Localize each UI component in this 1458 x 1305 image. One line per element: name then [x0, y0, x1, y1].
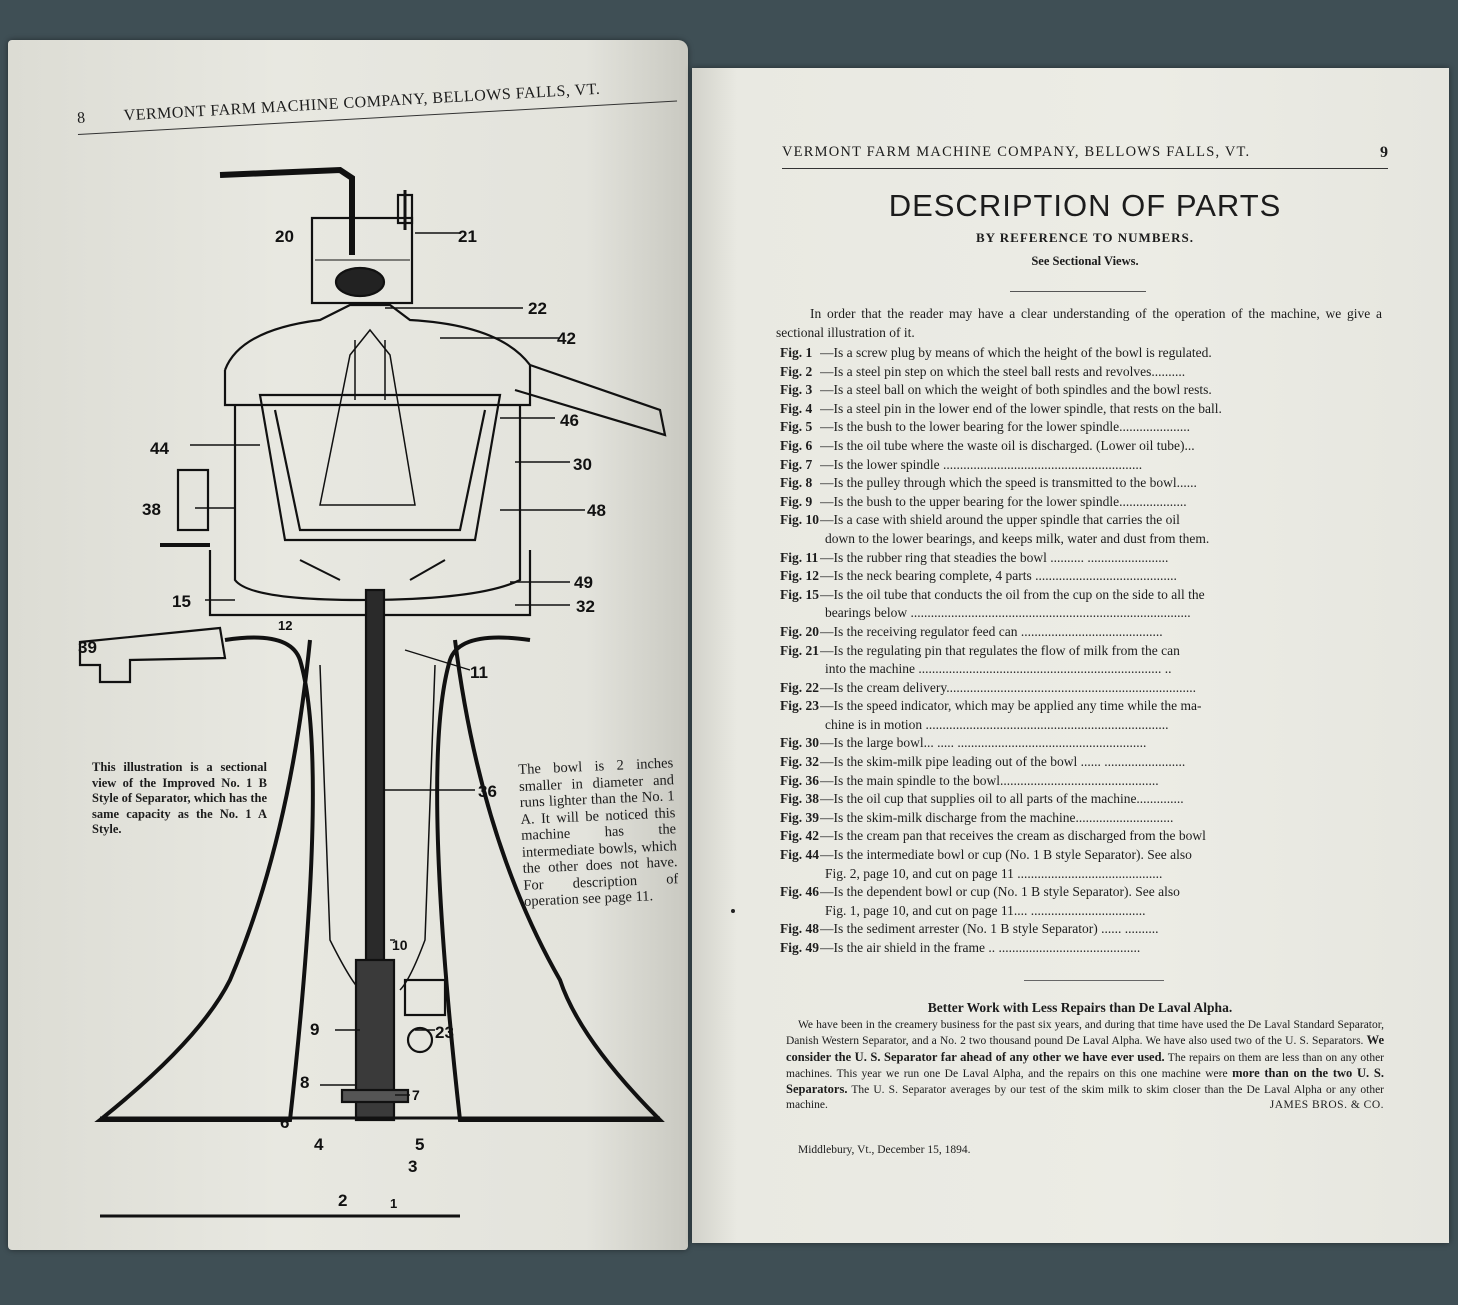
part-description-text: —Is a case with shield around the upper spindle that carries the oil: [820, 512, 1180, 528]
part-label: Fig. 12: [780, 568, 819, 584]
part-description-text: —Is the intermediate bowl or cup (No. 1 B style Separator). See also: [820, 847, 1192, 863]
part-description-continued: Fig. 2, page 10, and cut on page 11 ...........................................: [825, 865, 1163, 881]
part-description: [820, 400, 1340, 419]
diagram-caption-left: This illustration is a sectional view of the Improved No. 1 B Style of Separator, which has the same capacity as the No. 1 A Style.: [92, 760, 267, 836]
part-label: Fig. 21: [780, 642, 819, 658]
testimonial-place-date: Middlebury, Vt., December 15, 1894.: [798, 1144, 971, 1156]
svg-text:4: 4: [314, 1135, 324, 1154]
part-label: Fig. 15: [780, 586, 819, 602]
part-description: [820, 679, 1340, 698]
part-description-text: —Is the pulley through which the speed is transmitted to the bowl......: [820, 475, 1197, 491]
part-entry: [780, 549, 1340, 568]
part-description: [820, 511, 1340, 548]
part-entry: [780, 846, 1340, 883]
svg-text:23: 23: [435, 1023, 454, 1042]
svg-text:6: 6: [280, 1113, 290, 1130]
part-description: [820, 418, 1340, 437]
part-label: Fig. 6: [780, 437, 813, 453]
right-running-head: [782, 144, 1388, 169]
svg-text:48: 48: [587, 501, 606, 520]
svg-text:7: 7: [412, 1087, 420, 1103]
testimonial-text-3: The U. S. Separator averages by our test of the skim milk to skim closer than the De Laval Alpha or any other machine.: [786, 1084, 1385, 1112]
divider-rule: [1024, 980, 1164, 981]
part-description: [820, 920, 1340, 939]
svg-text:39: 39: [78, 638, 97, 657]
testimonial-heading: Better Work with Less Repairs than De Laval Alpha.: [927, 1000, 1233, 1015]
part-description: [820, 809, 1340, 828]
part-description-text: —Is the sediment arrester (No. 1 B style Separator) ...... ..........: [820, 921, 1159, 937]
part-description-text: —Is the oil tube where the waste oil is discharged. (Lower oil tube)...: [820, 437, 1195, 453]
part-entry: [780, 623, 1340, 642]
part-entry: [780, 418, 1340, 437]
part-description: [820, 586, 1340, 623]
testimonial-bold-1: We consider the U. S. Separator far ahead of any other we have ever used.: [786, 1033, 1384, 1064]
part-description: [820, 437, 1340, 456]
svg-text:30: 30: [573, 455, 592, 474]
part-label: Fig. 32: [780, 754, 819, 770]
part-label: Fig. 39: [780, 809, 819, 825]
part-description-text: —Is the receiving regulator feed can ..........................................: [820, 623, 1163, 639]
part-entry: [780, 883, 1340, 920]
svg-text:8: 8: [300, 1073, 310, 1092]
part-label: Fig. 2: [780, 363, 813, 379]
svg-text:38: 38: [142, 500, 161, 519]
part-description: [820, 623, 1340, 642]
part-entry: [780, 753, 1340, 772]
part-entry: [780, 734, 1340, 753]
part-description-text: —Is the speed indicator, which may be applied any time while the ma-: [820, 698, 1202, 714]
part-label: Fig. 46: [780, 884, 819, 900]
diagram-lower-labels: [60, 1120, 460, 1220]
testimonial-text-1: We have been in the creamery business for the past six years, and during that time have used the De Laval Standard Separator, Danish Western Separator, and a No. 2 two thousand pound De Laval Alpha. We have also used two of the U. S. Separators.: [786, 1019, 1384, 1048]
part-description-continued: Fig. 1, page 10, and cut on page 11.... ..................................: [825, 902, 1146, 918]
part-label: Fig. 44: [780, 847, 819, 863]
svg-text:22: 22: [528, 299, 547, 318]
testimonial-bold-2: more than on the two U. S. Separators.: [786, 1065, 1385, 1097]
part-description-text: —Is the large bowl... ..... ........................................................: [820, 735, 1147, 751]
part-description-text: —Is the skim-milk pipe leading out of the bowl ...... ........................: [820, 754, 1186, 770]
part-description-text: —Is the skim-milk discharge from the machine.............................: [820, 809, 1174, 825]
svg-text:3: 3: [408, 1157, 418, 1176]
svg-text:1: 1: [390, 1196, 398, 1211]
part-description-continued: down to the lower bearings, and keeps milk, water and dust from them.: [825, 530, 1210, 546]
part-entry: [780, 511, 1340, 548]
part-entry: [780, 363, 1340, 382]
part-description: [820, 734, 1340, 753]
svg-text:21: 21: [458, 227, 477, 246]
part-label: Fig. 38: [780, 791, 819, 807]
part-description-text: —Is the bush to the lower bearing for the lower spindle.....................: [820, 419, 1191, 435]
part-entry: [780, 920, 1340, 939]
part-entry: [780, 400, 1340, 419]
part-entry: [780, 381, 1340, 400]
part-description: [820, 939, 1340, 958]
svg-text:32: 32: [576, 597, 595, 616]
part-description-text: —Is the oil tube that conducts the oil from the cup on the side to all the: [820, 586, 1205, 602]
part-description: [820, 474, 1340, 493]
part-label: Fig. 4: [780, 400, 813, 416]
parts-list: [780, 344, 1340, 958]
part-description: [820, 456, 1340, 475]
part-label: Fig. 48: [780, 921, 819, 937]
part-label: Fig. 22: [780, 679, 819, 695]
part-description: [820, 827, 1340, 846]
part-label: Fig. 23: [780, 698, 819, 714]
part-entry: [780, 586, 1340, 623]
part-description-text: —Is the dependent bowl or cup (No. 1 B style Separator). See also: [820, 884, 1180, 900]
intro-paragraph: In order that the reader may have a clear understanding of the operation of the machine, we give a sectional illustration of it.: [776, 306, 1382, 340]
testimonial-signer: JAMES BROS. & CO.: [1269, 1099, 1384, 1112]
part-entry: [780, 697, 1340, 734]
svg-text:10: 10: [392, 937, 408, 953]
part-entry: [780, 790, 1340, 809]
part-entry: [780, 437, 1340, 456]
svg-text:15: 15: [172, 592, 191, 611]
svg-text:12: 12: [278, 618, 293, 633]
part-label: Fig. 7: [780, 456, 813, 472]
part-description-text: —Is the air shield in the frame .. ..........................................: [820, 940, 1141, 955]
part-entry: [780, 493, 1340, 512]
part-description-text: —Is a screw plug by means of which the height of the bowl is regulated.: [820, 345, 1212, 360]
testimonial-text-2: The repairs on them are less than on any other machines. This year we run one De Laval Alpha, and the repairs on this one machine were: [786, 1051, 1384, 1080]
part-description-text: —Is the neck bearing complete, 4 parts ..........................................: [820, 568, 1177, 584]
part-description-continued: chine is in motion ........................................................................: [825, 716, 1169, 732]
diagram-caption-right: The bowl is 2 inches smaller in diameter and runs lighter than the No. 1 A. It will be noticed this machine has the intermediate bowls, which the other does not have. For description of operation see page 11.: [518, 755, 679, 910]
page-subtitle: BY REFERENCE TO NUMBERS.: [975, 230, 1195, 245]
see-note: See Sectional Views.: [1031, 254, 1139, 268]
svg-text:44: 44: [150, 439, 169, 458]
page-title: DESCRIPTION OF PARTS: [888, 188, 1282, 223]
part-description-continued: into the machine ........................................................................ ..: [825, 661, 1172, 677]
part-label: Fig. 5: [780, 419, 813, 435]
part-entry: [780, 456, 1340, 475]
part-description: [820, 381, 1340, 400]
part-description-text: —Is the main spindle to the bowl...............................................: [820, 772, 1159, 788]
part-label: Fig. 42: [780, 828, 819, 844]
part-label: Fig. 36: [780, 772, 819, 788]
part-entry: [780, 474, 1340, 493]
right-page-number: 9: [1380, 144, 1388, 161]
part-description-text: —Is the bush to the upper bearing for the lower spindle....................: [820, 493, 1187, 509]
left-page-number: 8: [76, 109, 87, 128]
part-label: Fig. 3: [780, 382, 813, 398]
divider-rule: [1010, 291, 1146, 292]
part-description-continued: bearings below ...................................................................................: [825, 605, 1191, 621]
svg-text:42: 42: [557, 329, 576, 348]
part-description: [820, 549, 1340, 568]
part-description-text: —Is a steel ball on which the weight of both spindles and the bowl rests.: [820, 382, 1212, 398]
svg-text:2: 2: [338, 1191, 348, 1210]
part-description-text: —Is the rubber ring that steadies the bowl .......... ........................: [820, 549, 1169, 565]
part-description: [820, 846, 1340, 883]
part-description-text: —Is a steel pin step on which the steel ball rests and revolves..........: [820, 363, 1186, 379]
svg-text:49: 49: [574, 573, 593, 592]
right-running-head-text: VERMONT FARM MACHINE COMPANY, BELLOWS FALLS, VT.: [782, 144, 1251, 160]
part-description: [820, 772, 1340, 791]
part-description: [820, 883, 1340, 920]
part-description-text: —Is the cream delivery..........................................................................: [820, 679, 1196, 695]
part-entry: [780, 827, 1340, 846]
part-entry: [780, 772, 1340, 791]
testimonial-body: [786, 1018, 1384, 1114]
part-description: [820, 790, 1340, 809]
part-label: Fig. 30: [780, 735, 819, 751]
part-description-text: —Is the oil cup that supplies oil to all parts of the machine..............: [820, 791, 1184, 807]
part-description: [820, 567, 1340, 586]
left-running-head-text: VERMONT FARM MACHINE COMPANY, BELLOWS FALLS, VT.: [123, 80, 601, 125]
part-description-text: —Is the cream pan that receives the cream as discharged from the bowl: [820, 828, 1206, 844]
part-label: Fig. 1: [780, 345, 813, 360]
part-description: [820, 642, 1340, 679]
part-description: [820, 344, 1340, 363]
part-description: [820, 493, 1340, 512]
part-entry: [780, 344, 1340, 363]
svg-text:36: 36: [478, 782, 497, 801]
part-label: Fig. 10: [780, 512, 819, 528]
part-description-text: —Is the lower spindle ...........................................................: [820, 456, 1143, 472]
part-description: [820, 753, 1340, 772]
svg-text:9: 9: [310, 1020, 320, 1039]
part-description-text: —Is a steel pin in the lower end of the lower spindle, that rests on the ball.: [820, 400, 1222, 416]
svg-text:5: 5: [415, 1135, 425, 1154]
part-entry: [780, 679, 1340, 698]
svg-text:46: 46: [560, 411, 579, 430]
part-label: Fig. 11: [780, 549, 819, 565]
part-entry: [780, 809, 1340, 828]
part-entry: [780, 642, 1340, 679]
svg-text:11: 11: [470, 663, 488, 682]
part-description: [820, 363, 1340, 382]
part-label: Fig. 9: [780, 493, 813, 509]
part-entry: [780, 939, 1340, 958]
part-entry: [780, 567, 1340, 586]
part-label: Fig. 8: [780, 475, 813, 491]
part-description-text: —Is the regulating pin that regulates the flow of milk from the can: [820, 642, 1180, 658]
separator-sectional-diagram: [60, 160, 670, 1130]
svg-text:20: 20: [275, 227, 294, 246]
ink-dot: [731, 909, 735, 913]
part-label: Fig. 20: [780, 623, 819, 639]
part-label: Fig. 49: [780, 940, 819, 955]
part-description: [820, 697, 1340, 734]
